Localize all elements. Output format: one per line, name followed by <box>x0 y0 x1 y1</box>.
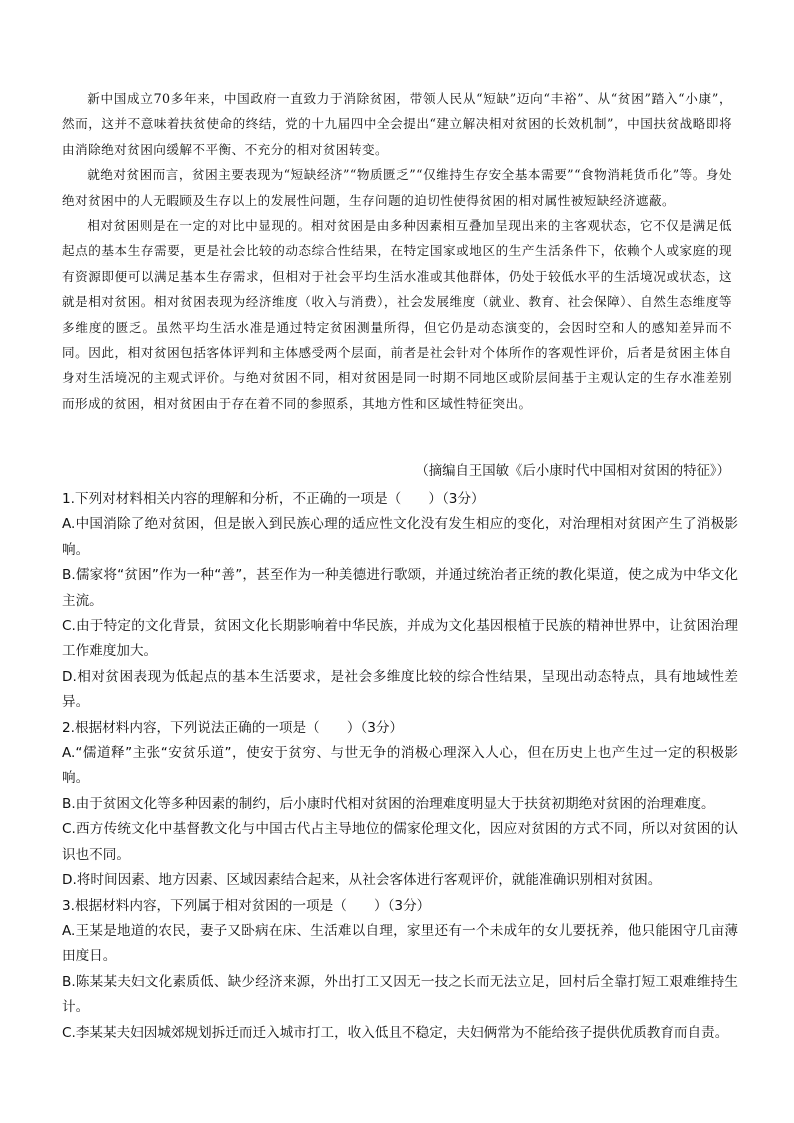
question-3-option-a: A.王某是地道的农民，妻子又卧病在床、生活难以自理，家里还有一个未成年的女儿要抚养，他只能困守几亩薄田度日。 <box>62 922 738 965</box>
question-3-stem: 3.根据材料内容，下列属于相对贫困的一项是（ ）（3分） <box>62 897 431 914</box>
question-2-option-d: D.将时间因素、地方因素、区域因素结合起来，从社会客体进行客观评价，就能准确识别相对贫困。 <box>62 872 662 889</box>
question-2 <box>62 716 738 894</box>
question-2-option-c: C.西方传统文化中基督教文化与中国古代占主导地位的儒家伦理文化，因应对贫困的方式不同，所以对贫困的认识也不同。 <box>62 821 738 863</box>
question-list <box>62 487 738 1046</box>
question-2-option-a: A.“儒道释”主张“安贫乐道”，使安于贫穷、与世无争的消极心理深入人心，但在历史上也产生过一定的积极影响。 <box>62 745 738 787</box>
question-3-option-c: C.李某某夫妇因城郊规划拆迁而迁入城市打工，收入低且不稳定，夫妇俩常为不能给孩子提供优质教育而自责。 <box>62 1024 729 1041</box>
question-3 <box>62 894 738 1046</box>
passage-source: （摘编自王国敏《后小康时代中国相对贫困的特征》） <box>415 464 730 479</box>
question-1-option-a: A.中国消除了绝对贫困，但是嵌入到民族心理的适应性文化没有发生相应的变化，对治理相对贫困产生了消极影响。 <box>62 516 738 558</box>
question-2-stem: 2.根据材料内容，下列说法正确的一项是（ ）（3分） <box>62 719 404 736</box>
question-1 <box>62 487 738 716</box>
question-3-option-b: B.陈某某夫妇文化素质低、缺少经济来源，外出打工又因无一技之长而无法立足，回村后全靠打短工艰难维持生计。 <box>62 973 738 1016</box>
passage-paragraph-1: 新中国成立70多年来，中国政府一直致力于消除贫困，带领人民从“短缺”迈向“丰裕”、从“贫困”踏入“小康”，然而，这并不意味着扶贫使命的终结，党的十九届四中全会提出“建立解决相对贫困的长效机制”，中国扶贫战略即将由消除绝对贫困向缓解不平衡、不充分的相对贫困转变。 <box>62 91 732 157</box>
passage-paragraph-3: 相对贫困则是在一定的对比中显现的。相对贫困是由多种因素相互叠加呈现出来的主客观状态，它不仅是满足低起点的基本生存需要，更是社会比较的动态综合性结果，在特定国家或地区的生产生活条件下，依赖个人或家庭的现有资源即便可以满足基本生存需求，但相对于社会平均生活水准或其他群体，仍处于较低水平的生活境况或状态，这就是相对贫困。相对贫困表现为经济维度（收入与消费），社会发展维度（就业、教育、社会保障）、自然生态维度等多维度的匮乏。虽然平均生活水准是通过特定贫困测量所得，但它仍是动态演变的，会因时空和人的感知差异而不同。因此，相对贫困包括客体评判和主体感受两个层面，前者是社会针对个体所作的客观性评价，后者是贫困主体自身对生活境况的主观式评价。与绝对贫困不同，相对贫困是同一时期不同地区或阶层间基于主观认定的生存水准差别而形成的贫困，相对贫困由于存在着不同的参照系，其地方性和区域性特征突出。 <box>62 218 732 411</box>
question-1-option-b: B.儒家将“贫困”作为一种“善”，甚至作为一种美德进行歌颂，并通过统治者正统的教化渠道，使之成为中华文化主流。 <box>62 567 738 609</box>
question-1-stem: 1.下列对材料相关内容的理解和分析，不正确的一项是（ ）（3分） <box>62 491 485 507</box>
reading-passage <box>62 86 732 416</box>
passage-paragraph-2: 就绝对贫困而言，贫困主要表现为“短缺经济”“物质匮乏”“仅维持生存安全基本需要”“食物消耗货币化”等。身处绝对贫困中的人无暇顾及生存以上的发展性问题，生存问题的迫切性使得贫困的相对属性被短缺经济遮蔽。 <box>62 167 732 208</box>
question-1-option-c: C.由于特定的文化背景，贫困文化长期影响着中华民族，并成为文化基因根植于民族的精神世界中，让贫困治理工作难度加大。 <box>62 618 738 660</box>
question-1-option-d: D.相对贫困表现为低起点的基本生活要求，是社会多维度比较的综合性结果，呈现出动态特点，具有地域性差异。 <box>62 668 738 711</box>
question-2-option-b: B.由于贫困文化等多种因素的制约，后小康时代相对贫困的治理难度明显大于扶贫初期绝对贫困的治理难度。 <box>62 795 715 812</box>
